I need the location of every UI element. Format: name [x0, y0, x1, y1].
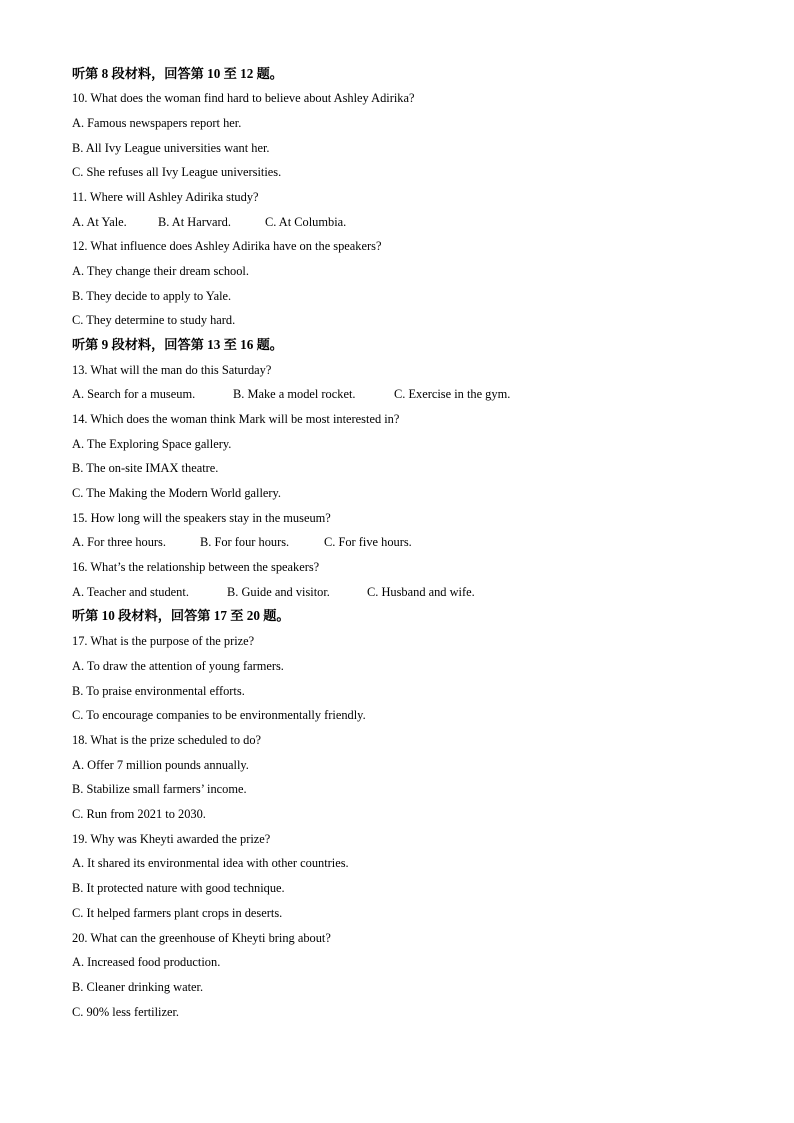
answer-option: C. At Columbia.: [265, 215, 347, 229]
answer-options-row: [72, 214, 346, 230]
answer-option: B. For four hours.: [200, 535, 290, 549]
answer-option: B. They decide to apply to Yale.: [72, 289, 232, 303]
answer-option: B. Guide and visitor.: [227, 585, 330, 599]
question-stem: 11. Where will Ashley Adirika study?: [72, 190, 259, 204]
answer-option: A. Offer 7 million pounds annually.: [72, 758, 249, 772]
answer-option: C. For five hours.: [324, 535, 412, 549]
question-stem: 18. What is the prize scheduled to do?: [72, 733, 262, 747]
answer-option: A. Increased food production.: [72, 955, 221, 969]
question-stem: 10. What does the woman find hard to believe about Ashley Adirika?: [72, 91, 415, 105]
answer-option: A. To draw the attention of young farmers.: [72, 659, 284, 673]
question-stem: 19. Why was Kheyti awarded the prize?: [72, 832, 271, 846]
answer-option: C. She refuses all Ivy League universities.: [72, 165, 282, 179]
answer-option: A. Search for a museum.: [72, 387, 196, 401]
answer-option: C. 90% less fertilizer.: [72, 1005, 180, 1019]
question-stem: 17. What is the purpose of the prize?: [72, 634, 255, 648]
answer-option: C. Husband and wife.: [367, 585, 475, 599]
answer-options-row: [72, 386, 510, 402]
answer-option: A. The Exploring Space gallery.: [72, 437, 232, 451]
answer-option: B. It protected nature with good technique.: [72, 881, 285, 895]
answer-option: A. At Yale.: [72, 215, 127, 229]
answer-option: A. They change their dream school.: [72, 264, 249, 278]
section-heading: 听第 8 段材料，回答第 10 至 12 题。: [72, 66, 283, 81]
question-stem: 16. What’s the relationship between the speakers?: [72, 560, 320, 574]
answer-option: B. Stabilize small farmers’ income.: [72, 782, 247, 796]
answer-option: B. Cleaner drinking water.: [72, 980, 204, 994]
question-stem: 20. What can the greenhouse of Kheyti bring about?: [72, 931, 331, 945]
question-stem: 15. How long will the speakers stay in the museum?: [72, 511, 331, 525]
question-stem: 14. Which does the woman think Mark will be most interested in?: [72, 412, 400, 426]
answer-option: B. All Ivy League universities want her.: [72, 141, 270, 155]
answer-options-row: [72, 534, 412, 550]
answer-option: A. Famous newspapers report her.: [72, 116, 242, 130]
answer-option: C. The Making the Modern World gallery.: [72, 486, 282, 500]
section-heading: 听第 9 段材料，回答第 13 至 16 题。: [72, 337, 283, 352]
answer-option: C. Run from 2021 to 2030.: [72, 807, 206, 821]
answer-options-row: [72, 584, 475, 600]
section-heading: 听第 10 段材料，回答第 17 至 20 题。: [72, 608, 290, 623]
answer-option: B. The on-site IMAX theatre.: [72, 461, 219, 475]
answer-option: C. To encourage companies to be environmentally friendly.: [72, 708, 366, 722]
answer-option: B. To praise environmental efforts.: [72, 684, 245, 698]
answer-option: B. Make a model rocket.: [233, 387, 356, 401]
answer-option: A. It shared its environmental idea with other countries.: [72, 856, 349, 870]
answer-option: C. Exercise in the gym.: [394, 387, 511, 401]
answer-option: B. At Harvard.: [158, 215, 231, 229]
question-stem: 13. What will the man do this Saturday?: [72, 363, 272, 377]
question-stem: 12. What influence does Ashley Adirika have on the speakers?: [72, 239, 382, 253]
answer-option: C. It helped farmers plant crops in deserts.: [72, 906, 283, 920]
answer-option: C. They determine to study hard.: [72, 313, 236, 327]
answer-option: A. Teacher and student.: [72, 585, 189, 599]
answer-option: A. For three hours.: [72, 535, 166, 549]
